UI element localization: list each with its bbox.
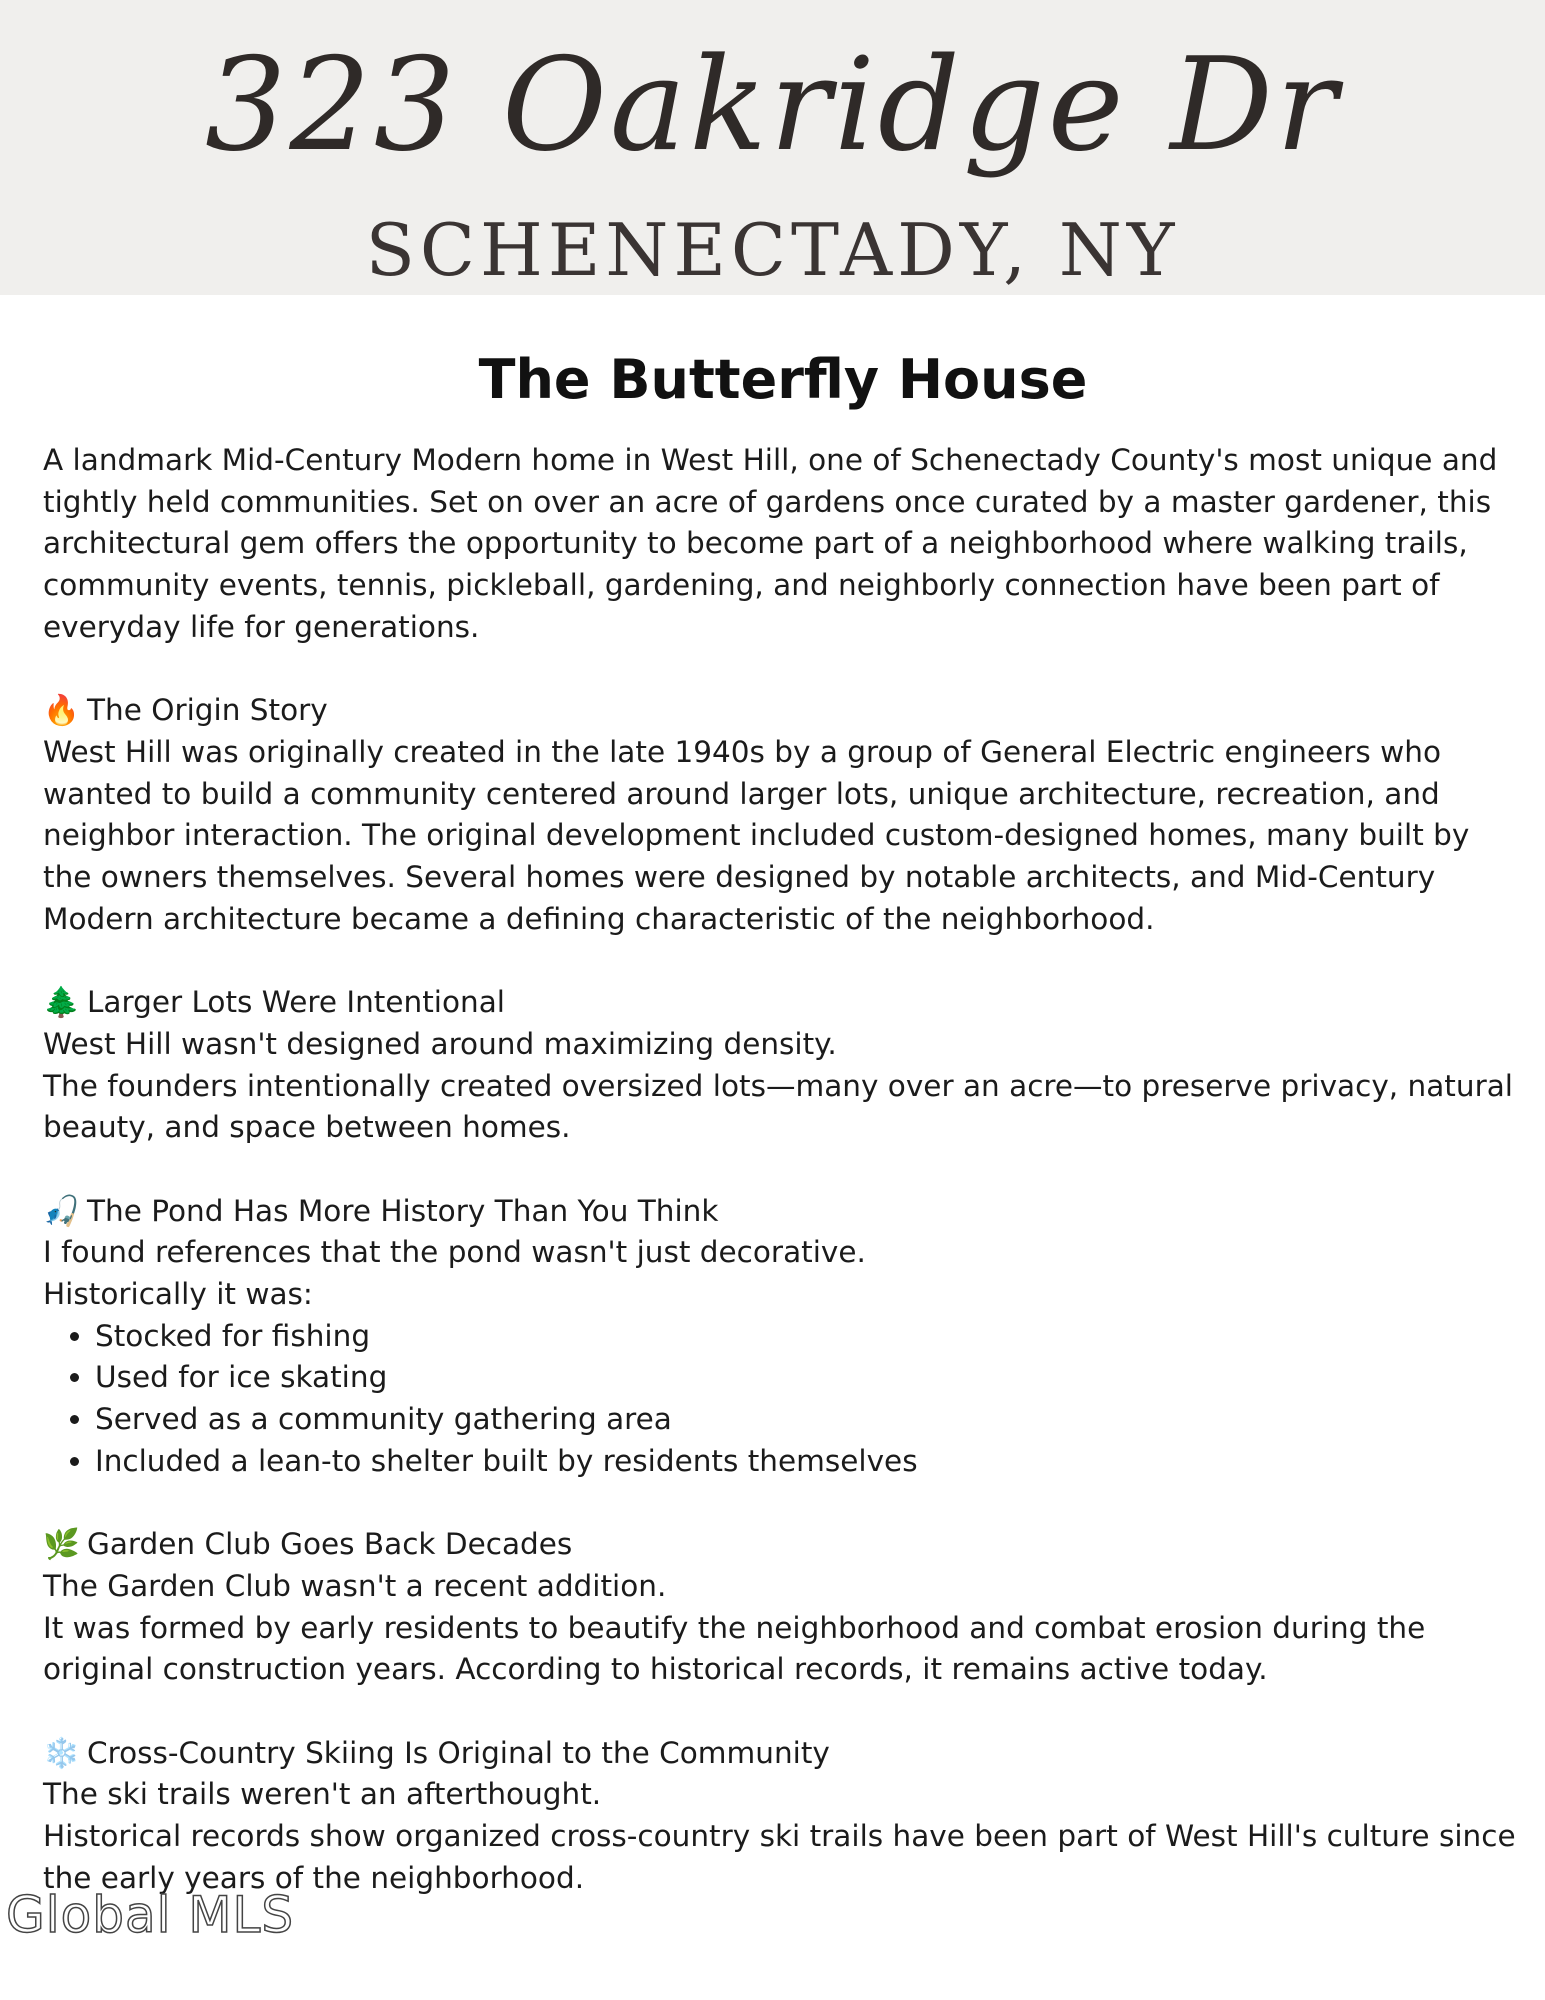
section-heading bbox=[43, 690, 1523, 732]
section-text: West Hill was originally created in the late 1940s by a group of General Electric engineers who wanted to build a community centered around larger lots, unique architecture, recreation, and neighbor interaction. The original development included custom-designed homes, many built by the owners themselves. Several homes were designed by notable architects, and Mid-Century Modern architecture became a defining characteristic of the neighborhood. bbox=[43, 734, 1470, 936]
section-text: It was formed by early residents to beautify the neighborhood and combat erosion during the original construction years. According to historical records, it remains active today. bbox=[43, 1610, 1426, 1687]
fishing-pole-icon: 🎣 bbox=[43, 1193, 80, 1228]
section-origin-story bbox=[43, 690, 1523, 940]
section-text: Historically it was: bbox=[43, 1277, 313, 1312]
page-title: The Butterfly House bbox=[478, 348, 1088, 411]
section-pond-history bbox=[43, 1191, 1523, 1483]
section-text: West Hill wasn't designed around maximizing density. bbox=[43, 1026, 837, 1061]
list-item: • Included a lean-to shelter built by residents themselves bbox=[95, 1441, 1523, 1483]
fire-icon: 🔥 bbox=[43, 693, 80, 728]
intro-paragraph: A landmark Mid-Century Modern home in West Hill, one of Schenectady County's most unique and tightly held communities. Set on over an acre of gardens once curated by a master gardener, this architectural gem offers the opportunity to become part of a neighborhood where walking trails, community events, tennis, pickleball, gardening, and neighborly connection have been part of everyday life for generations. bbox=[43, 443, 1498, 644]
list-item: • Served as a community gathering area bbox=[95, 1399, 1523, 1441]
header-banner bbox=[0, 0, 1545, 295]
list-item: • Stocked for fishing bbox=[95, 1316, 1523, 1358]
herb-leaf-icon: 🌿 bbox=[43, 1527, 80, 1562]
city-state: SCHENECTADY, NY bbox=[365, 208, 1180, 292]
section-text: The founders intentionally created oversized lots—many over an acre—to preserve privacy, natural beauty, and space between homes. bbox=[43, 1068, 1513, 1145]
section-heading-text: Garden Club Goes Back Decades bbox=[87, 1527, 573, 1562]
section-heading-text: Cross-Country Skiing Is Original to the Community bbox=[87, 1735, 830, 1770]
section-heading bbox=[43, 1191, 1523, 1233]
section-heading bbox=[43, 1733, 1523, 1775]
bullet-list bbox=[43, 1316, 1523, 1483]
mls-watermark: Global MLS bbox=[6, 1886, 295, 1944]
section-text: The ski trails weren't an afterthought. bbox=[43, 1777, 602, 1812]
snowflake-icon: ❄️ bbox=[43, 1735, 80, 1770]
address-title: 323 Oakridge Dr bbox=[204, 31, 1341, 180]
section-text: The Garden Club wasn't a recent addition. bbox=[43, 1568, 667, 1603]
section-cross-country-skiing bbox=[43, 1733, 1523, 1900]
section-garden-club bbox=[43, 1524, 1523, 1691]
section-heading-text: Larger Lots Were Intentional bbox=[87, 985, 505, 1020]
section-heading-text: The Pond Has More History Than You Think bbox=[87, 1193, 719, 1228]
document-body bbox=[43, 340, 1523, 1900]
section-larger-lots bbox=[43, 982, 1523, 1149]
section-heading bbox=[43, 982, 1523, 1024]
section-text: Historical records show organized cross-country ski trails have been part of West Hill's culture since the early years of the neighborhood. bbox=[43, 1819, 1516, 1895]
section-heading-text: The Origin Story bbox=[87, 693, 328, 728]
section-heading bbox=[43, 1524, 1523, 1566]
section-text: I found references that the pond wasn't just decorative. bbox=[43, 1235, 866, 1270]
evergreen-tree-icon: 🌲 bbox=[43, 985, 80, 1020]
list-item: • Used for ice skating bbox=[95, 1357, 1523, 1399]
